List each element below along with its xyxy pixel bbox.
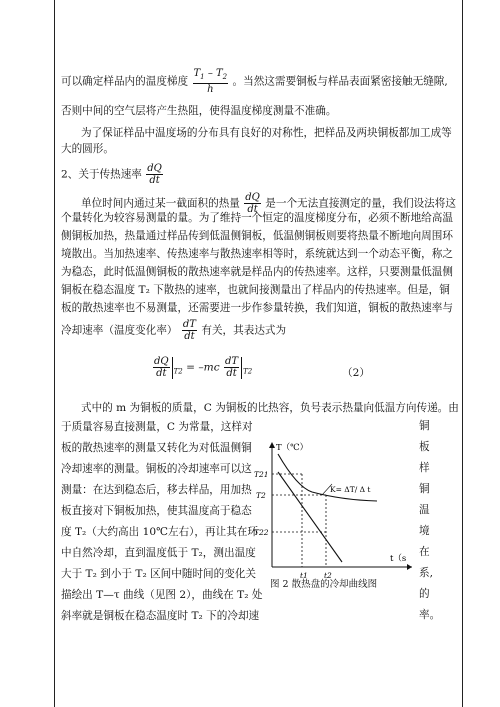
p3-line5: 为稳态，此时低温侧铜板的散热速率就是样品内的传热速率。这样，只要测量低温侧 bbox=[61, 266, 453, 278]
slope-label: K= ΔT/ Δ t bbox=[330, 485, 371, 494]
t22-label: T22 bbox=[254, 528, 269, 537]
right-column-text: 铜 板 样 铜 温 境 在 系, 的 率。 bbox=[419, 420, 441, 621]
p4-line6: 板直接对下铜板加热，使其温度高于稳态 bbox=[61, 505, 252, 517]
p2-line1: 为了保证样品中温度场的分布具有良好的对称性，把样品及两块铜板都加工成等 bbox=[81, 127, 452, 139]
p4-line2: 于质量容易直接测量，C 为常量，这样对 bbox=[61, 421, 253, 433]
t1-label: t1 bbox=[300, 571, 308, 580]
equation-number: （2） bbox=[342, 367, 370, 379]
p3-line6: 铜板在稳态温度 T₂ 下散热的速率，也就间接测量出了样品内的传热速率。但是，铜 bbox=[61, 284, 450, 296]
p4-line7: 度 T₂（大约高出 10℃左右），再让其在环 bbox=[61, 526, 258, 538]
p1-line2: 否则中间的空气层将产生热阻，使得温度梯度测量不准确。 bbox=[61, 105, 337, 117]
p4-line8: 中自然冷却，直到温度低于 T₂，测出温度 bbox=[61, 547, 256, 559]
equation-2: $\frac{dQ}{dt}$ $_{T2}$ = –mc $\frac{dT}{dt}$ $_{T2}$ bbox=[154, 356, 253, 379]
p4-line5: 测量：在达到稳态后，移去样品，用加热 bbox=[61, 484, 252, 496]
t21-label: T21 bbox=[254, 470, 269, 479]
x-axis-arrow bbox=[407, 564, 412, 570]
section-heading: 2、关于传热速率 $\frac{dQ}{dt}$ bbox=[61, 163, 162, 186]
p4-line3: 板的散热速率的测量又转化为对低温侧铜 bbox=[61, 442, 252, 454]
y-axis-label: T（℃） bbox=[276, 443, 309, 453]
p1-text-post: 。当然这需要铜板与样品表面紧密接触无缝隙, bbox=[232, 75, 448, 88]
p4-line1: 式中的 m 为铜板的质量，C 为铜板的比热容，负号表示热量向低温方向传递。由 bbox=[81, 402, 459, 414]
p2-line2: 大的圆形。 bbox=[61, 143, 114, 155]
p3-line7: 板的散热速率也不易测量，还需要进一步作参量转换，我们知道，铜板的散热速率与 bbox=[61, 302, 453, 314]
p3-line3: 侧铜板加热，热量通过样品传到低温侧铜板，低温侧铜板则要将热量不断地向周围环 bbox=[61, 230, 453, 242]
p3-line4: 境散出。当加热速率、传热速率与散热速率相等时，系统就达到一个动态平衡，称之 bbox=[61, 248, 453, 260]
cooling-curve-figure bbox=[252, 432, 417, 587]
t2x-label: t2 bbox=[324, 571, 332, 580]
p3-line2: 个量转化为较容易测量的量。为了维持一个恒定的温度梯度分布，必须不断地给高温 bbox=[61, 212, 453, 224]
p3-line1: 单位时间内通过某一截面积的热量 $\frac{dQ}{dt}$ 是一个无法直接测定的量，我们设法将这 bbox=[81, 192, 456, 215]
p4-line9: 大于 T₂ 到小于 T₂ 区间中随时间的变化关 bbox=[61, 568, 257, 580]
p4-line4: 冷却速率的测量。铜板的冷却速率可以这 bbox=[61, 463, 252, 475]
x-axis-label: t（s bbox=[390, 554, 407, 564]
t2-label: T2 bbox=[256, 491, 266, 500]
p1-line1 bbox=[61, 68, 448, 95]
p3-line8: 冷却速率（温度变化率） $\frac{dT}{dt}$ 有关，其表达式为 bbox=[61, 319, 287, 342]
p1-text: 可以确定样品内的温度梯度 bbox=[61, 75, 189, 88]
p4-line10: 描绘出 T—τ 曲线（见图 2），曲线在 T₂ 处 bbox=[61, 589, 263, 601]
figure-caption: 图 2 散热盘的冷却曲线图 bbox=[270, 579, 378, 590]
gradient-fraction: $\frac{T_1 - T_2}{h}$ bbox=[193, 68, 228, 95]
p4-line11: 斜率就是铜板在稳态温度时 T₂ 下的冷却速 bbox=[61, 610, 260, 622]
y-axis-arrow bbox=[269, 442, 275, 448]
